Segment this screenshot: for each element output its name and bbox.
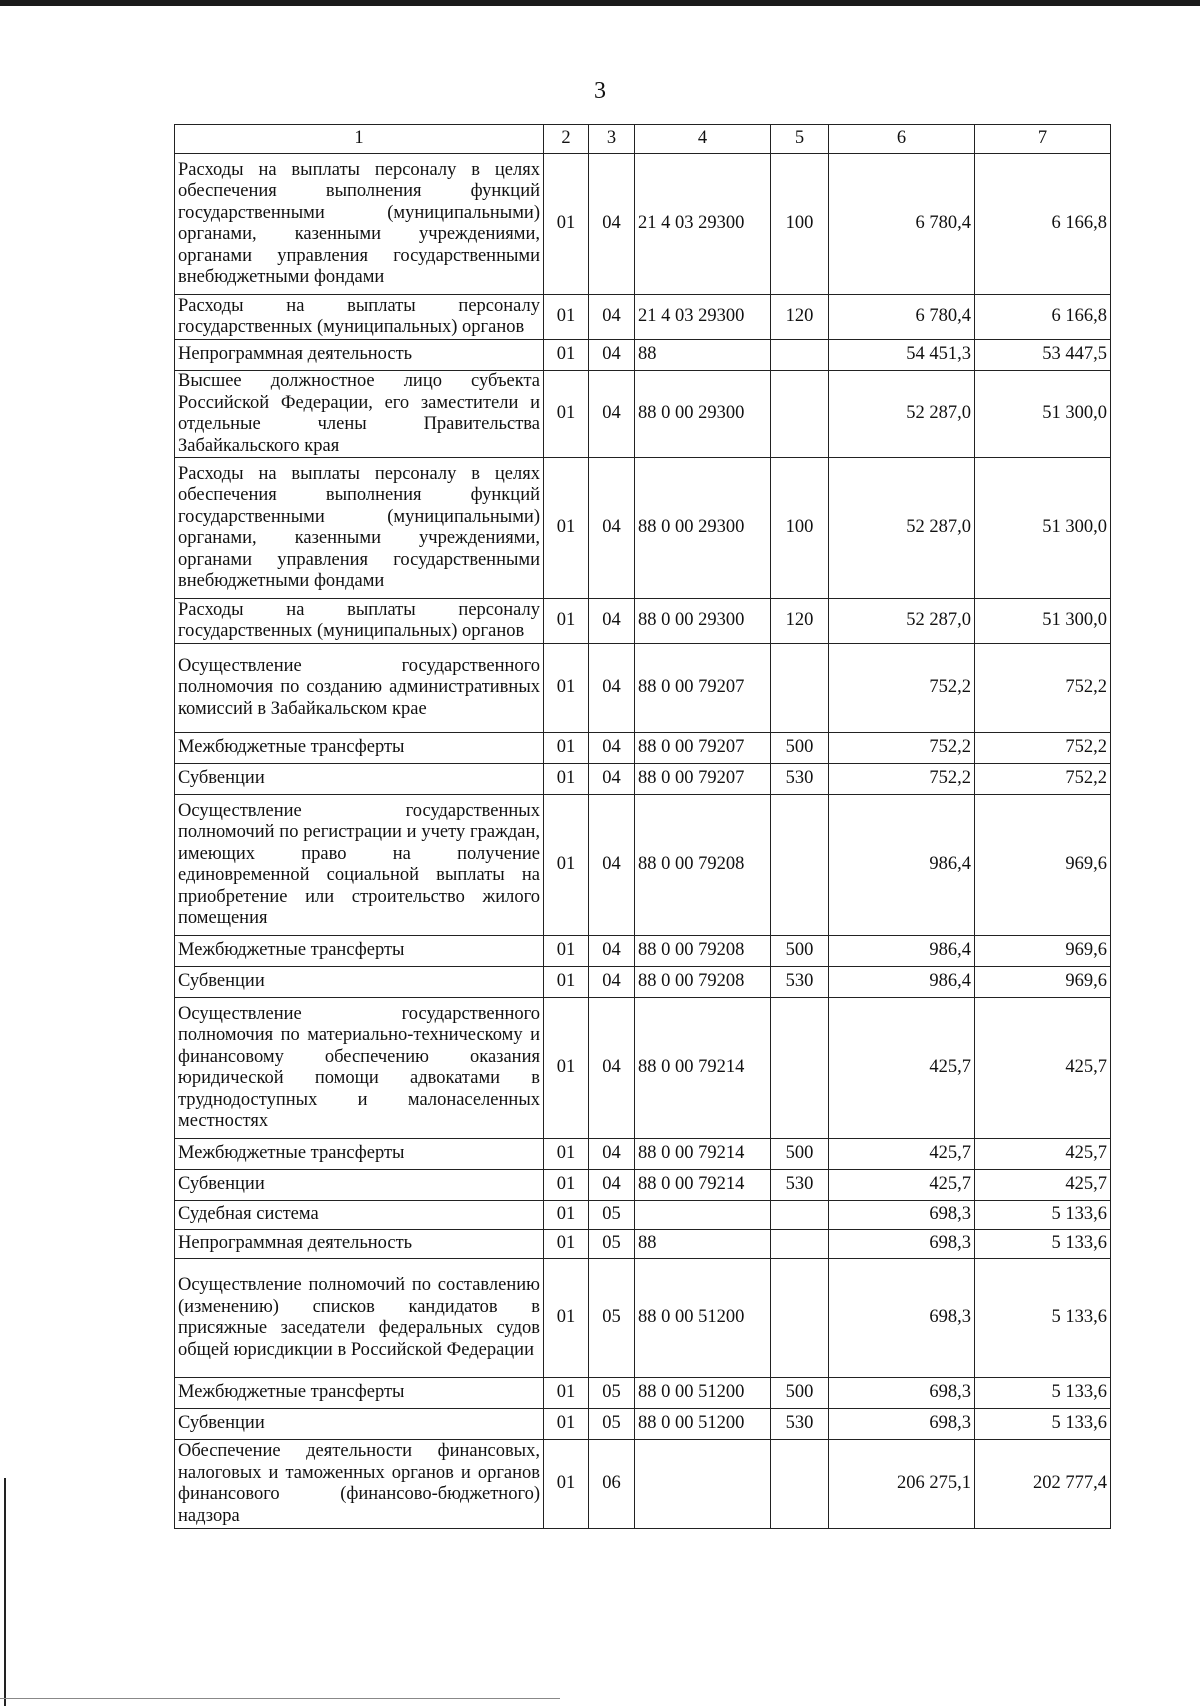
row-target-article: 88 0 00 79214 <box>635 1170 771 1201</box>
row-subsection-code: 04 <box>589 599 635 644</box>
row-amount-col6: 698,3 <box>829 1409 975 1440</box>
row-amount-col6: 52 287,0 <box>829 599 975 644</box>
row-amount-col7: 6 166,8 <box>975 154 1111 295</box>
row-subsection-code: 04 <box>589 371 635 458</box>
row-amount-col7: 5 133,6 <box>975 1409 1111 1440</box>
table-row <box>175 1378 1111 1409</box>
table-row <box>175 764 1111 795</box>
row-name: Субвенции <box>175 1409 544 1440</box>
row-amount-col6: 698,3 <box>829 1230 975 1259</box>
row-amount-col7: 5 133,6 <box>975 1378 1111 1409</box>
row-name: Осуществление государственного полномочия по созданию административных комиссий в Забайкальском крае <box>175 644 544 733</box>
row-amount-col7: 752,2 <box>975 764 1111 795</box>
row-section-code: 01 <box>544 1378 589 1409</box>
row-amount-col7: 425,7 <box>975 1170 1111 1201</box>
row-section-code: 01 <box>544 295 589 340</box>
scan-left-edge-mark <box>4 1478 6 1706</box>
table-header <box>175 125 1111 154</box>
row-expense-type: 500 <box>771 936 829 967</box>
row-expense-type: 120 <box>771 599 829 644</box>
row-section-code: 01 <box>544 1201 589 1230</box>
table-row <box>175 1170 1111 1201</box>
row-subsection-code: 05 <box>589 1230 635 1259</box>
row-amount-col7: 752,2 <box>975 733 1111 764</box>
row-expense-type <box>771 644 829 733</box>
row-expense-type: 500 <box>771 1139 829 1170</box>
table-body <box>175 154 1111 1529</box>
row-subsection-code: 04 <box>589 733 635 764</box>
row-expense-type: 530 <box>771 967 829 998</box>
row-name: Расходы на выплаты персоналу в целях обеспечения выполнения функций государственными (муниципальными) органами, казенными учреждениями, органами управления государственными внебюджетными фондами <box>175 458 544 599</box>
row-section-code: 01 <box>544 1259 589 1378</box>
row-amount-col7: 969,6 <box>975 795 1111 936</box>
row-section-code: 01 <box>544 733 589 764</box>
row-section-code: 01 <box>544 1139 589 1170</box>
row-amount-col7: 752,2 <box>975 644 1111 733</box>
row-amount-col6: 986,4 <box>829 795 975 936</box>
row-subsection-code: 04 <box>589 764 635 795</box>
budget-table <box>174 124 1111 1529</box>
row-name: Межбюджетные трансферты <box>175 733 544 764</box>
row-subsection-code: 04 <box>589 644 635 733</box>
row-section-code: 01 <box>544 1170 589 1201</box>
table-row <box>175 936 1111 967</box>
header-col-4: 4 <box>635 125 771 154</box>
row-name: Субвенции <box>175 764 544 795</box>
row-target-article: 88 0 00 79207 <box>635 733 771 764</box>
row-section-code: 01 <box>544 644 589 733</box>
row-amount-col7: 425,7 <box>975 1139 1111 1170</box>
row-amount-col7: 5 133,6 <box>975 1259 1111 1378</box>
table-row <box>175 599 1111 644</box>
row-amount-col6: 52 287,0 <box>829 458 975 599</box>
row-amount-col7: 425,7 <box>975 998 1111 1139</box>
row-expense-type <box>771 1201 829 1230</box>
row-amount-col7: 5 133,6 <box>975 1201 1111 1230</box>
row-amount-col6: 698,3 <box>829 1378 975 1409</box>
row-subsection-code: 04 <box>589 295 635 340</box>
row-name: Непрограммная деятельность <box>175 1230 544 1259</box>
row-expense-type: 100 <box>771 458 829 599</box>
row-subsection-code: 04 <box>589 340 635 371</box>
row-section-code: 01 <box>544 599 589 644</box>
table-row <box>175 371 1111 458</box>
row-amount-col6: 986,4 <box>829 967 975 998</box>
row-expense-type <box>771 371 829 458</box>
row-name: Межбюджетные трансферты <box>175 1378 544 1409</box>
row-section-code: 01 <box>544 1409 589 1440</box>
row-amount-col7: 969,6 <box>975 936 1111 967</box>
row-target-article: 88 <box>635 1230 771 1259</box>
row-amount-col6: 425,7 <box>829 1139 975 1170</box>
row-section-code: 01 <box>544 458 589 599</box>
row-target-article: 88 0 00 51200 <box>635 1409 771 1440</box>
table-row <box>175 1201 1111 1230</box>
row-section-code: 01 <box>544 371 589 458</box>
row-section-code: 01 <box>544 795 589 936</box>
row-amount-col7: 5 133,6 <box>975 1230 1111 1259</box>
row-expense-type <box>771 1230 829 1259</box>
row-target-article: 88 0 00 79208 <box>635 795 771 936</box>
row-name: Осуществление государственного полномочия по материально-техническому и финансовому обеспечению оказания юридической помощи адвокатами в труднодоступных и малонаселенных местностях <box>175 998 544 1139</box>
row-amount-col6: 54 451,3 <box>829 340 975 371</box>
row-expense-type: 120 <box>771 295 829 340</box>
header-row <box>175 125 1111 154</box>
row-expense-type: 530 <box>771 1170 829 1201</box>
header-col-5: 5 <box>771 125 829 154</box>
row-amount-col6: 698,3 <box>829 1259 975 1378</box>
row-subsection-code: 04 <box>589 795 635 936</box>
row-target-article: 88 0 00 79214 <box>635 998 771 1139</box>
row-amount-col7: 53 447,5 <box>975 340 1111 371</box>
row-name: Осуществление полномочий по составлению (изменению) списков кандидатов в присяжные заседатели федеральных судов общей юрисдикции в Российской Федерации <box>175 1259 544 1378</box>
table-row <box>175 295 1111 340</box>
row-subsection-code: 04 <box>589 458 635 599</box>
header-col-2: 2 <box>544 125 589 154</box>
row-expense-type: 530 <box>771 1409 829 1440</box>
row-section-code: 01 <box>544 1440 589 1529</box>
table-row <box>175 644 1111 733</box>
table-row <box>175 458 1111 599</box>
row-subsection-code: 04 <box>589 967 635 998</box>
row-target-article <box>635 1201 771 1230</box>
row-amount-col6: 752,2 <box>829 733 975 764</box>
row-name: Непрограммная деятельность <box>175 340 544 371</box>
header-col-3: 3 <box>589 125 635 154</box>
row-section-code: 01 <box>544 967 589 998</box>
table-row <box>175 998 1111 1139</box>
row-subsection-code: 05 <box>589 1409 635 1440</box>
row-amount-col7: 51 300,0 <box>975 371 1111 458</box>
row-subsection-code: 04 <box>589 1170 635 1201</box>
row-section-code: 01 <box>544 998 589 1139</box>
row-name: Субвенции <box>175 967 544 998</box>
header-col-7: 7 <box>975 125 1111 154</box>
page-number: 3 <box>594 78 606 104</box>
row-section-code: 01 <box>544 154 589 295</box>
row-subsection-code: 05 <box>589 1259 635 1378</box>
row-name: Высшее должностное лицо субъекта Российской Федерации, его заместители и отдельные члены Правительства Забайкальского края <box>175 371 544 458</box>
row-target-article: 88 0 00 79207 <box>635 644 771 733</box>
row-expense-type <box>771 998 829 1139</box>
table-row <box>175 1139 1111 1170</box>
row-name: Расходы на выплаты персоналу государственных (муниципальных) органов <box>175 295 544 340</box>
row-target-article: 88 <box>635 340 771 371</box>
row-target-article: 21 4 03 29300 <box>635 154 771 295</box>
row-expense-type: 500 <box>771 1378 829 1409</box>
row-target-article: 88 0 00 29300 <box>635 371 771 458</box>
row-amount-col6: 206 275,1 <box>829 1440 975 1529</box>
row-subsection-code: 04 <box>589 154 635 295</box>
row-name: Межбюджетные трансферты <box>175 1139 544 1170</box>
row-expense-type: 500 <box>771 733 829 764</box>
row-target-article: 88 0 00 51200 <box>635 1378 771 1409</box>
row-amount-col6: 986,4 <box>829 936 975 967</box>
row-amount-col6: 425,7 <box>829 1170 975 1201</box>
row-amount-col6: 6 780,4 <box>829 295 975 340</box>
table-row <box>175 795 1111 936</box>
row-amount-col6: 6 780,4 <box>829 154 975 295</box>
row-amount-col7: 202 777,4 <box>975 1440 1111 1529</box>
row-target-article: 21 4 03 29300 <box>635 295 771 340</box>
row-expense-type: 530 <box>771 764 829 795</box>
table-row <box>175 1259 1111 1378</box>
row-amount-col7: 6 166,8 <box>975 295 1111 340</box>
row-target-article: 88 0 00 79208 <box>635 967 771 998</box>
row-amount-col6: 752,2 <box>829 764 975 795</box>
row-section-code: 01 <box>544 764 589 795</box>
table-row <box>175 1230 1111 1259</box>
row-section-code: 01 <box>544 340 589 371</box>
row-name: Судебная система <box>175 1201 544 1230</box>
row-name: Субвенции <box>175 1170 544 1201</box>
row-subsection-code: 06 <box>589 1440 635 1529</box>
row-name: Расходы на выплаты персоналу государственных (муниципальных) органов <box>175 599 544 644</box>
row-target-article: 88 0 00 29300 <box>635 458 771 599</box>
row-name: Обеспечение деятельности финансовых, налоговых и таможенных органов и органов финансового (финансово-бюджетного) надзора <box>175 1440 544 1529</box>
row-target-article: 88 0 00 51200 <box>635 1259 771 1378</box>
row-subsection-code: 05 <box>589 1201 635 1230</box>
header-col-6: 6 <box>829 125 975 154</box>
row-expense-type <box>771 1259 829 1378</box>
scan-bottom-edge-mark <box>0 1698 560 1699</box>
table-row <box>175 340 1111 371</box>
row-subsection-code: 04 <box>589 936 635 967</box>
row-expense-type: 100 <box>771 154 829 295</box>
row-subsection-code: 04 <box>589 998 635 1139</box>
table-row <box>175 733 1111 764</box>
row-target-article: 88 0 00 79214 <box>635 1139 771 1170</box>
header-col-1: 1 <box>175 125 544 154</box>
row-name: Осуществление государственных полномочий по регистрации и учету граждан, имеющих право на получение единовременной социальной выплаты на приобретение или строительство жилого помещения <box>175 795 544 936</box>
table-row <box>175 1409 1111 1440</box>
row-target-article: 88 0 00 79207 <box>635 764 771 795</box>
row-target-article <box>635 1440 771 1529</box>
table-row <box>175 154 1111 295</box>
row-amount-col6: 698,3 <box>829 1201 975 1230</box>
table-row <box>175 967 1111 998</box>
row-expense-type <box>771 340 829 371</box>
row-amount-col6: 752,2 <box>829 644 975 733</box>
row-amount-col7: 51 300,0 <box>975 599 1111 644</box>
row-expense-type <box>771 1440 829 1529</box>
row-target-article: 88 0 00 79208 <box>635 936 771 967</box>
row-subsection-code: 04 <box>589 1139 635 1170</box>
table-row <box>175 1440 1111 1529</box>
row-amount-col6: 52 287,0 <box>829 371 975 458</box>
row-amount-col7: 969,6 <box>975 967 1111 998</box>
row-name: Межбюджетные трансферты <box>175 936 544 967</box>
row-subsection-code: 05 <box>589 1378 635 1409</box>
row-amount-col6: 425,7 <box>829 998 975 1139</box>
row-target-article: 88 0 00 29300 <box>635 599 771 644</box>
scan-top-border <box>0 0 1200 6</box>
row-expense-type <box>771 795 829 936</box>
row-section-code: 01 <box>544 936 589 967</box>
row-section-code: 01 <box>544 1230 589 1259</box>
row-amount-col7: 51 300,0 <box>975 458 1111 599</box>
row-name: Расходы на выплаты персоналу в целях обеспечения выполнения функций государственными (муниципальными) органами, казенными учреждениями, органами управления государственными внебюджетными фондами <box>175 154 544 295</box>
